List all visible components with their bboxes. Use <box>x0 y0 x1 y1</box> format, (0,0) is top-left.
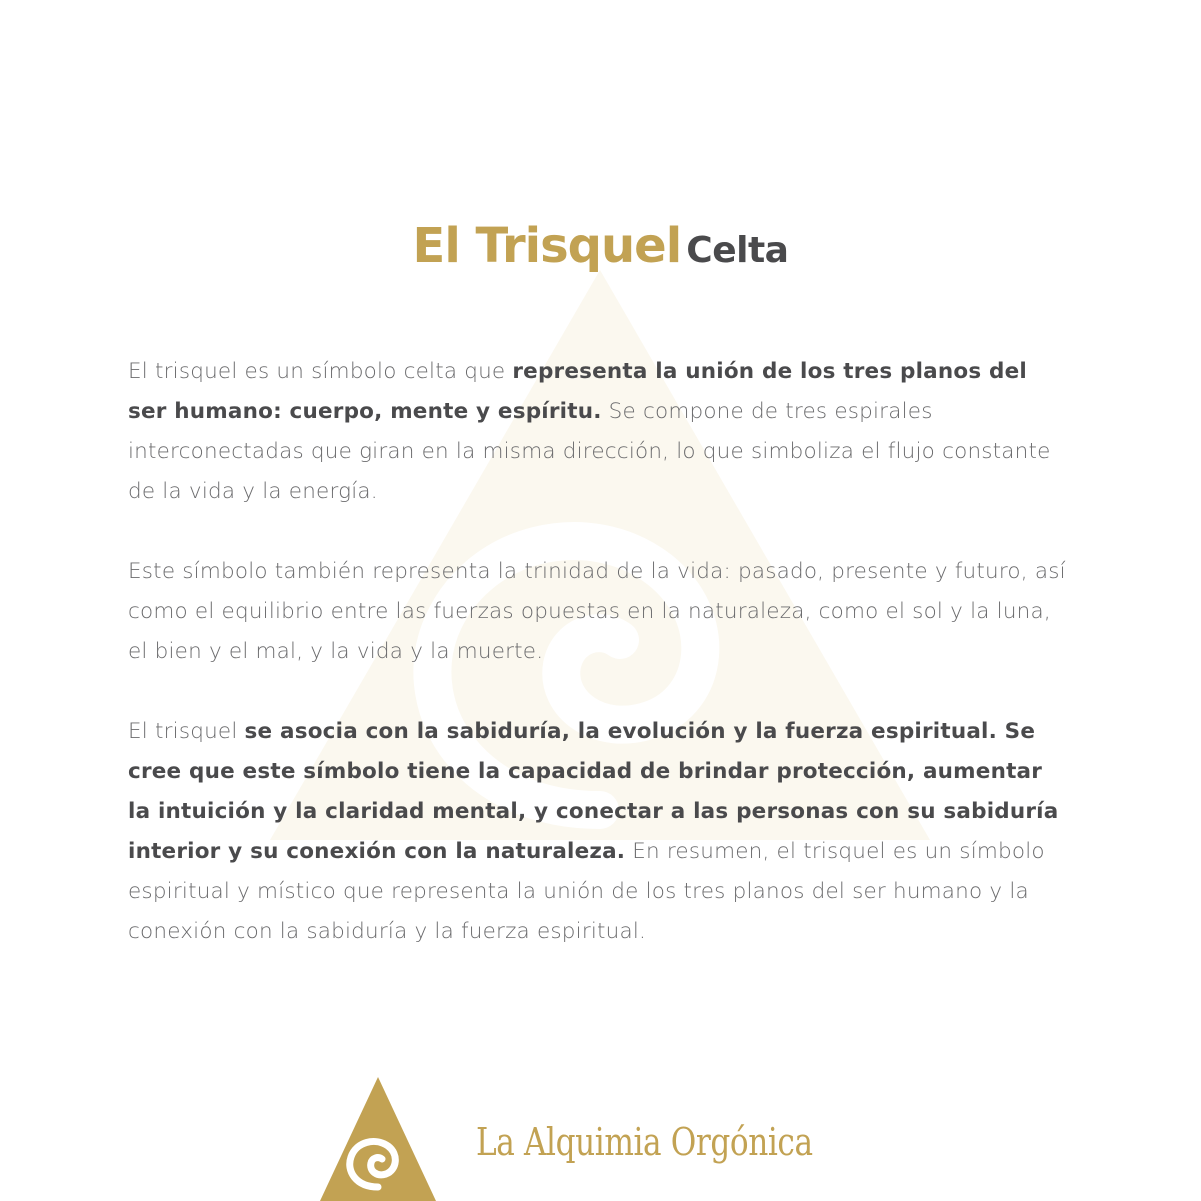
paragraph-1-highlight: representa la unión de los tres planos del ser humano: cuerpo, mente y espíritu. <box>128 359 1027 424</box>
brand-logo-icon <box>318 1075 438 1201</box>
article-body <box>128 352 1068 992</box>
paragraph-3-segment: En resumen, el trisquel es un símbolo espiritual y místico que representa la unión de los tres planos del ser humano y la conexión con la sabiduría y la fuerza espiritual. <box>128 839 1045 944</box>
paragraph-1 <box>128 352 1068 512</box>
brand-name: La Alquimia Orgónica <box>476 1120 813 1164</box>
paragraph-2-segment: Este símbolo también representa la trinidad de la vida: pasado, presente y futuro, así como el equilibrio entre las fuerzas opuestas en la naturaleza, como el sol y la luna, el bien y el mal, y la vida y la muerte. <box>128 559 1066 664</box>
paragraph-3-highlight: se asocia con la sabiduría, la evolución y la fuerza espiritual. Se cree que este símbolo tiene la capacidad de brindar protección, aumentar la intuición y la claridad mental, y conectar a las personas con su sabiduría interior y su conexión con la naturaleza. <box>128 719 1059 864</box>
title-main: El Trisquel <box>412 218 682 274</box>
page-title <box>0 218 1201 274</box>
paragraph-3 <box>128 712 1068 952</box>
paragraph-3-segment: El trisquel <box>128 719 245 744</box>
paragraph-1-segment: Se compone de tres espirales interconectadas que giran en la misma dirección, lo que simboliza el flujo constante de la vida y la energía. <box>128 399 1051 504</box>
paragraph-1-segment: El trisquel es un símbolo celta que <box>128 359 513 384</box>
title-sub: Celta <box>686 230 789 271</box>
paragraph-2 <box>128 552 1068 672</box>
